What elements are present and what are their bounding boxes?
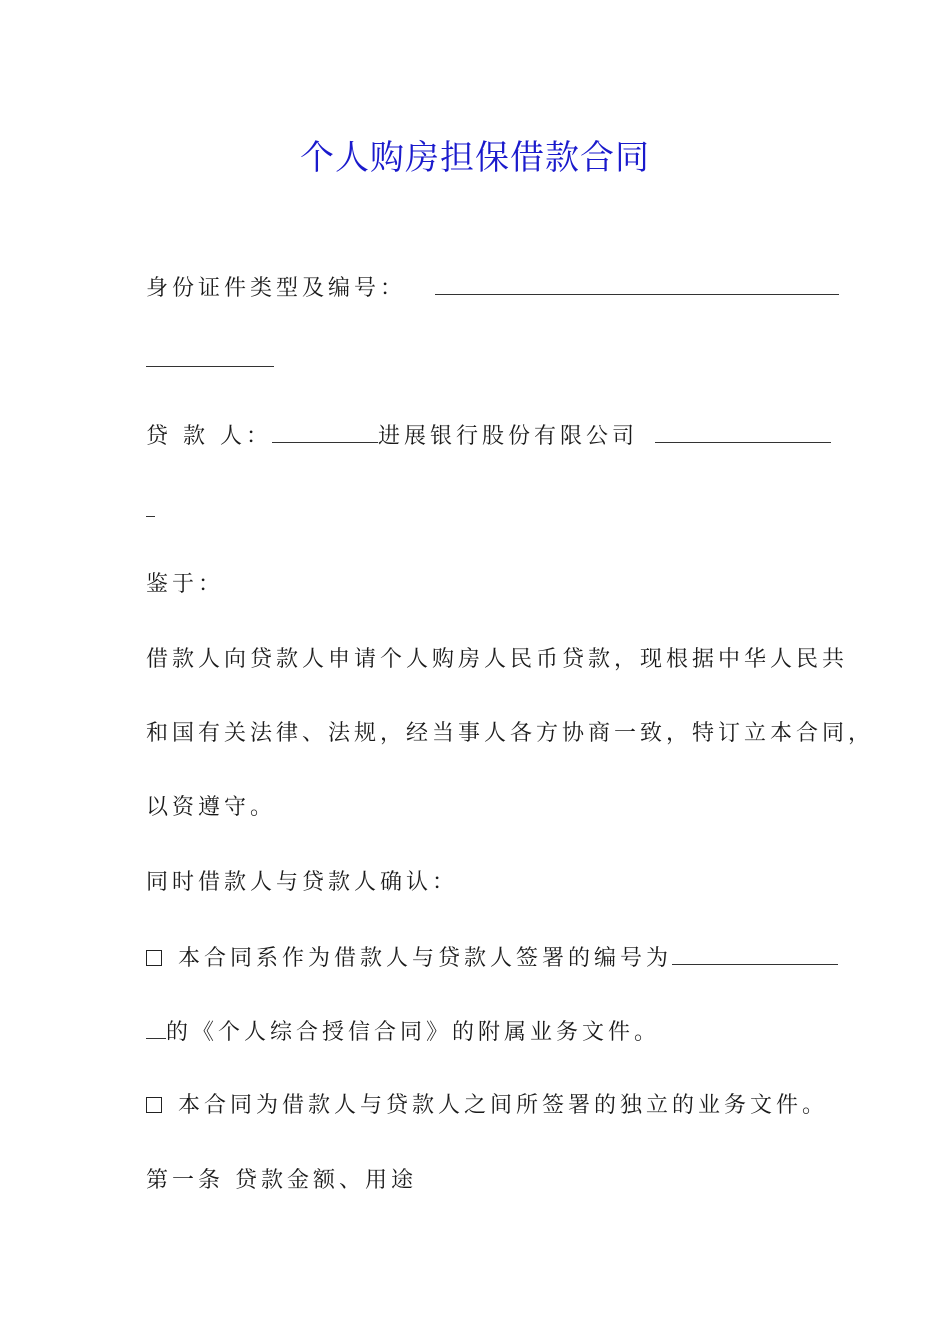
id-field-blank-continued[interactable]	[146, 344, 274, 367]
id-field-label: 身份证件类型及编号：	[146, 276, 407, 301]
option1-checkbox[interactable]	[146, 950, 162, 966]
whereas-heading: 鉴于：	[146, 572, 225, 597]
para1-line2: 和国有关法律、法规，经当事人各方协商一致，特订立本合同，	[146, 721, 875, 746]
id-field-row	[146, 272, 839, 304]
contract-number-blank[interactable]	[672, 942, 838, 965]
lender-suffix-blank-continued[interactable]	[146, 494, 155, 517]
confirm-text: 同时借款人与贷款人确认：	[146, 870, 459, 895]
lender-bank-name: 进展银行股份有限公司	[378, 424, 639, 449]
lender-label: 贷 款 人：	[146, 424, 272, 449]
option1-text: 本合同系作为借款人与贷款人签署的编号为	[178, 946, 673, 971]
option1-row-continued	[146, 1016, 660, 1048]
para1-line1: 借款人向贷款人申请个人购房人民币贷款，现根据中华人民共	[146, 647, 849, 672]
article1-heading: 第一条 贷款金额、用途	[146, 1168, 417, 1193]
option2-text: 本合同为借款人与贷款人之间所签署的独立的业务文件。	[178, 1093, 829, 1118]
option2-row	[146, 1091, 828, 1121]
lender-suffix-blank[interactable]	[655, 420, 831, 443]
contract-number-blank-continued[interactable]	[146, 1016, 166, 1039]
lender-prefix-blank[interactable]	[272, 420, 378, 443]
option1-row	[146, 942, 838, 974]
id-field-blank[interactable]	[435, 272, 839, 295]
contract-title: 个人购房担保借款合同	[300, 138, 650, 178]
option1-text-continued: 的《个人综合授信合同》的附属业务文件。	[166, 1020, 661, 1045]
option2-checkbox[interactable]	[146, 1097, 162, 1113]
lender-row-continued	[146, 494, 155, 526]
para1-line3: 以资遵守。	[146, 795, 277, 820]
id-field-row-continued	[146, 344, 274, 376]
lender-row	[146, 420, 831, 452]
